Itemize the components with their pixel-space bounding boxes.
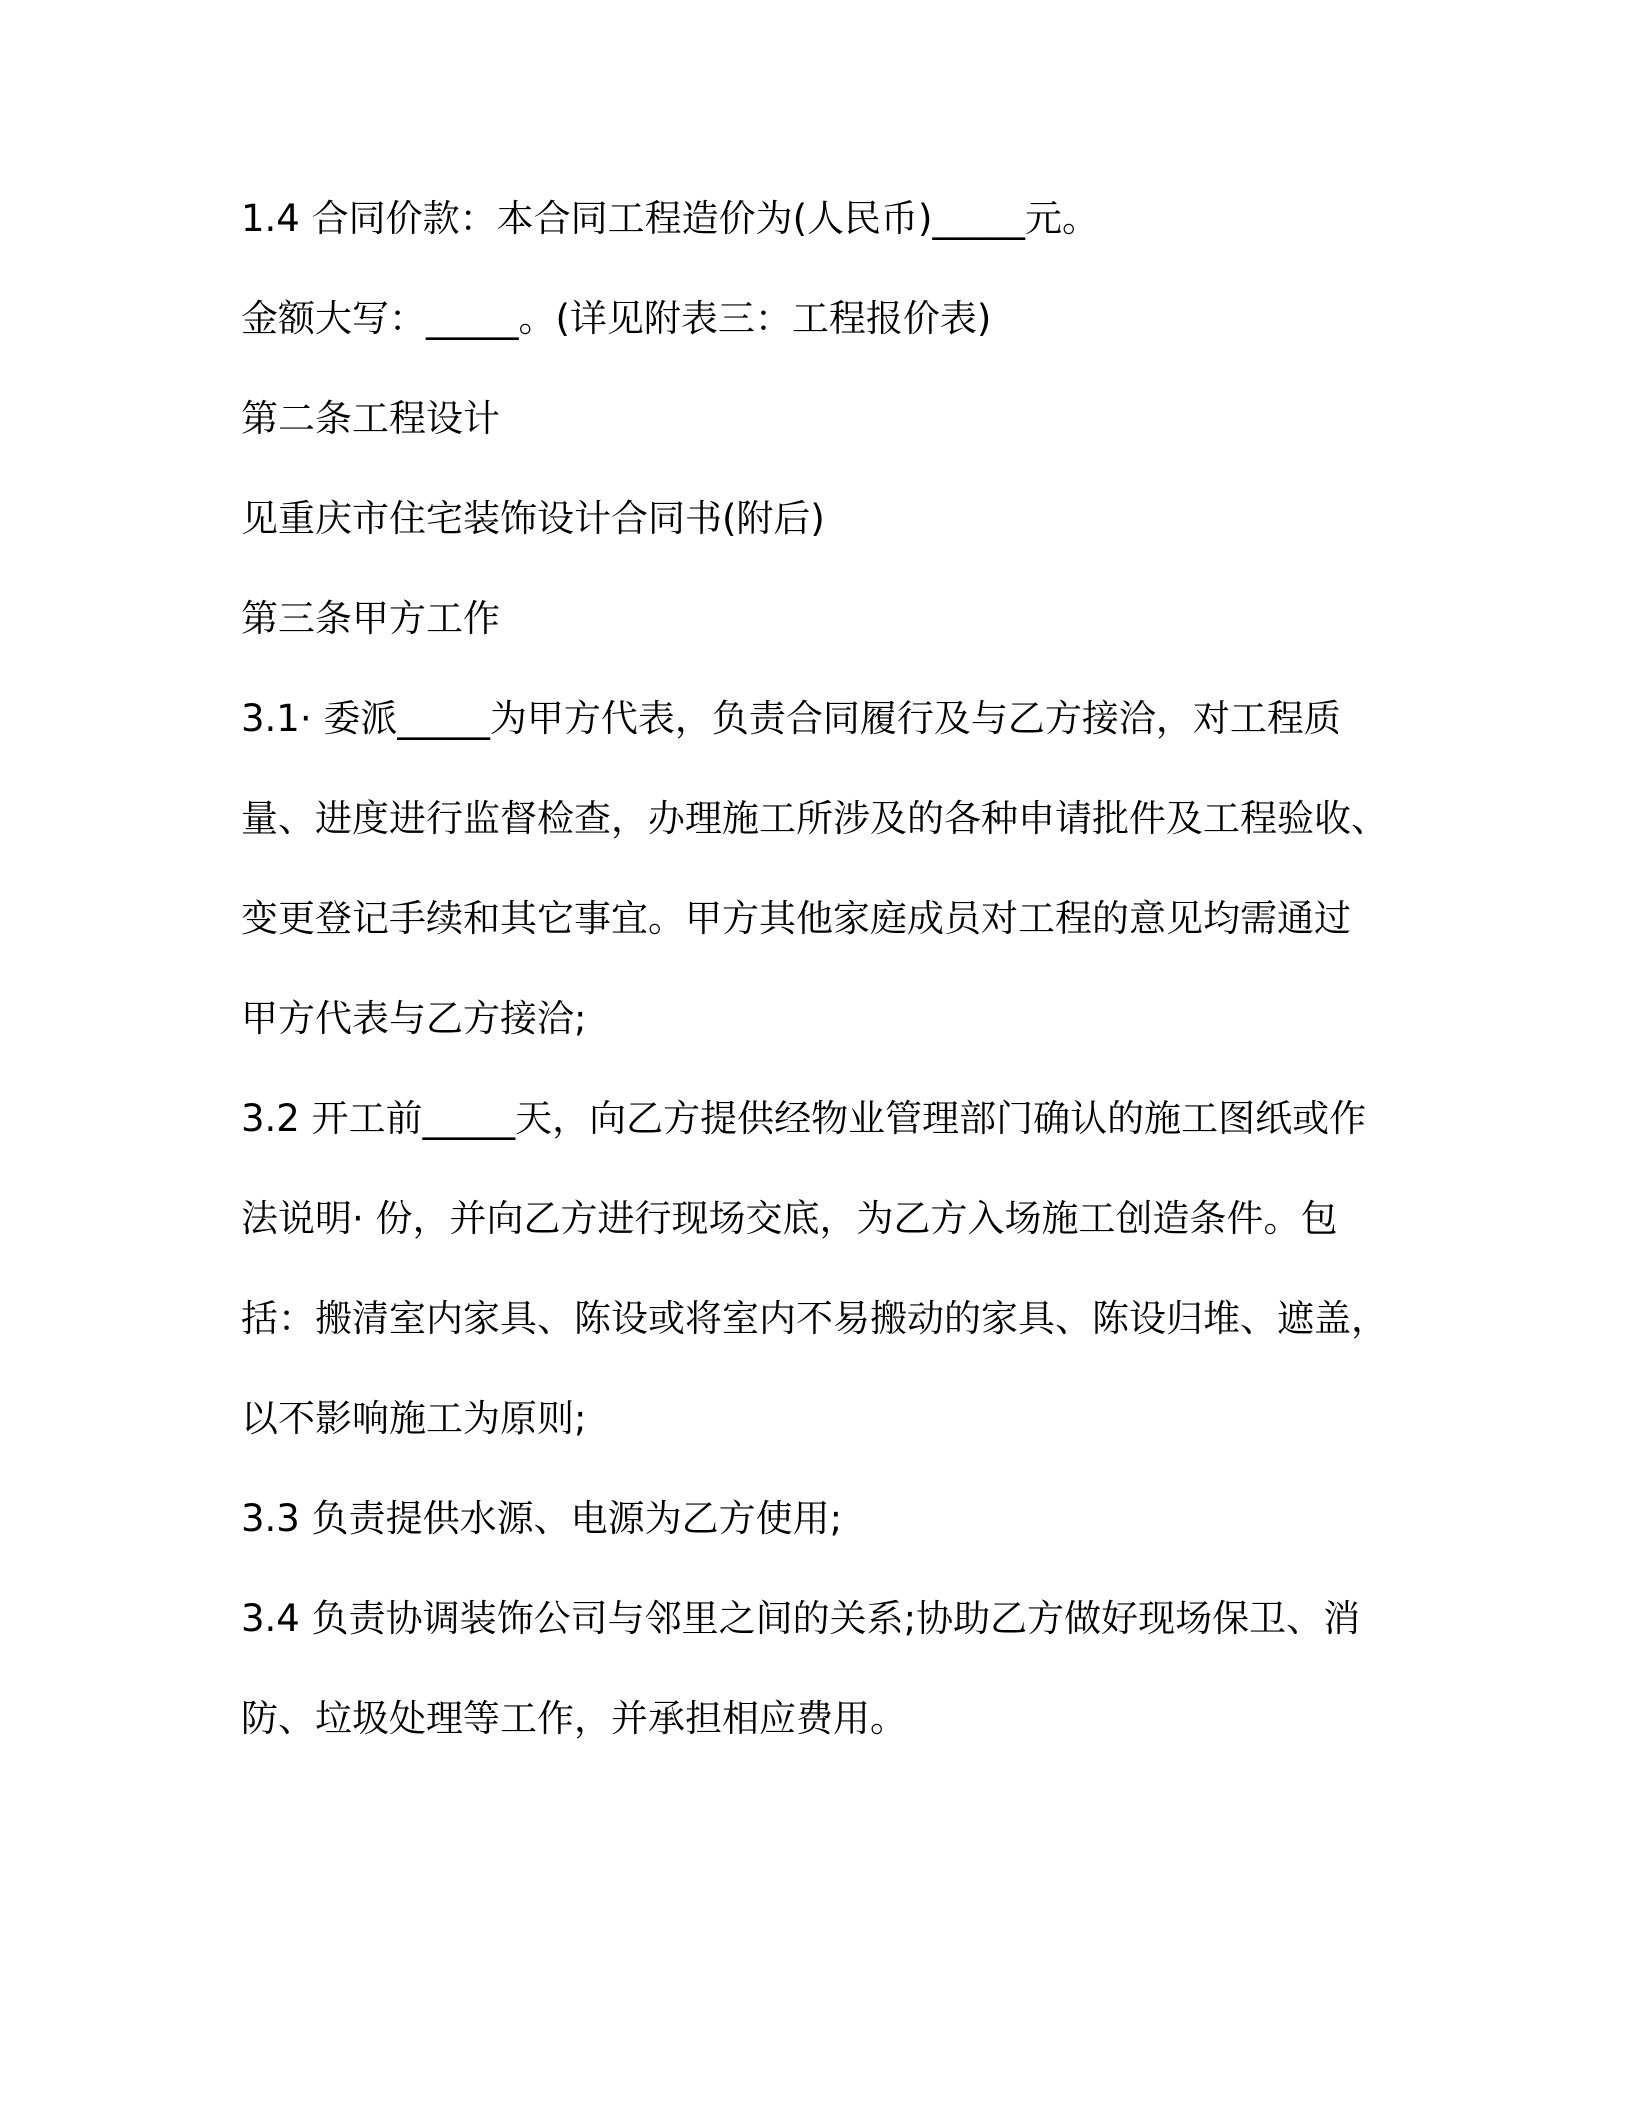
article-3-heading: 第三条甲方工作 — [241, 597, 500, 640]
clause-1-4-contract-price: 1.4 合同价款：本合同工程造价为(人民币)_____元。 — [241, 197, 1099, 240]
clause-3-2-line-1: 3.2 开工前_____天，向乙方提供经物业管理部门确认的施工图纸或作 — [241, 1097, 1367, 1140]
clause-3-3: 3.3 负责提供水源、电源为乙方使用; — [241, 1497, 843, 1540]
amount-in-words: 金额大写：_____。(详见附表三：工程报价表) — [241, 297, 992, 340]
article-2-text: 见重庆市住宅装饰设计合同书(附后) — [241, 497, 825, 540]
clause-3-2-line-4: 以不影响施工为原则; — [241, 1397, 587, 1440]
clause-3-2-line-3: 括：搬清室内家具、陈设或将室内不易搬动的家具、陈设归堆、遮盖， — [241, 1297, 1388, 1340]
clause-3-2-line-2: 法说明· 份，并向乙方进行现场交底，为乙方入场施工创造条件。包 — [241, 1197, 1338, 1240]
clause-3-1-line-1: 3.1· 委派_____为甲方代表，负责合同履行及与乙方接洽，对工程质 — [241, 697, 1341, 740]
clause-3-1-line-2: 量、进度进行监督检查，办理施工所涉及的各种申请批件及工程验收、 — [241, 797, 1388, 840]
article-2-heading: 第二条工程设计 — [241, 397, 500, 440]
clause-3-4-line-2: 防、垃圾处理等工作，并承担相应费用。 — [241, 1697, 907, 1740]
clause-3-1-line-4: 甲方代表与乙方接洽; — [241, 997, 587, 1040]
clause-3-1-line-3: 变更登记手续和其它事宜。甲方其他家庭成员对工程的意见均需通过 — [241, 897, 1351, 940]
clause-3-4-line-1: 3.4 负责协调装饰公司与邻里之间的关系;协助乙方做好现场保卫、消 — [241, 1597, 1361, 1640]
